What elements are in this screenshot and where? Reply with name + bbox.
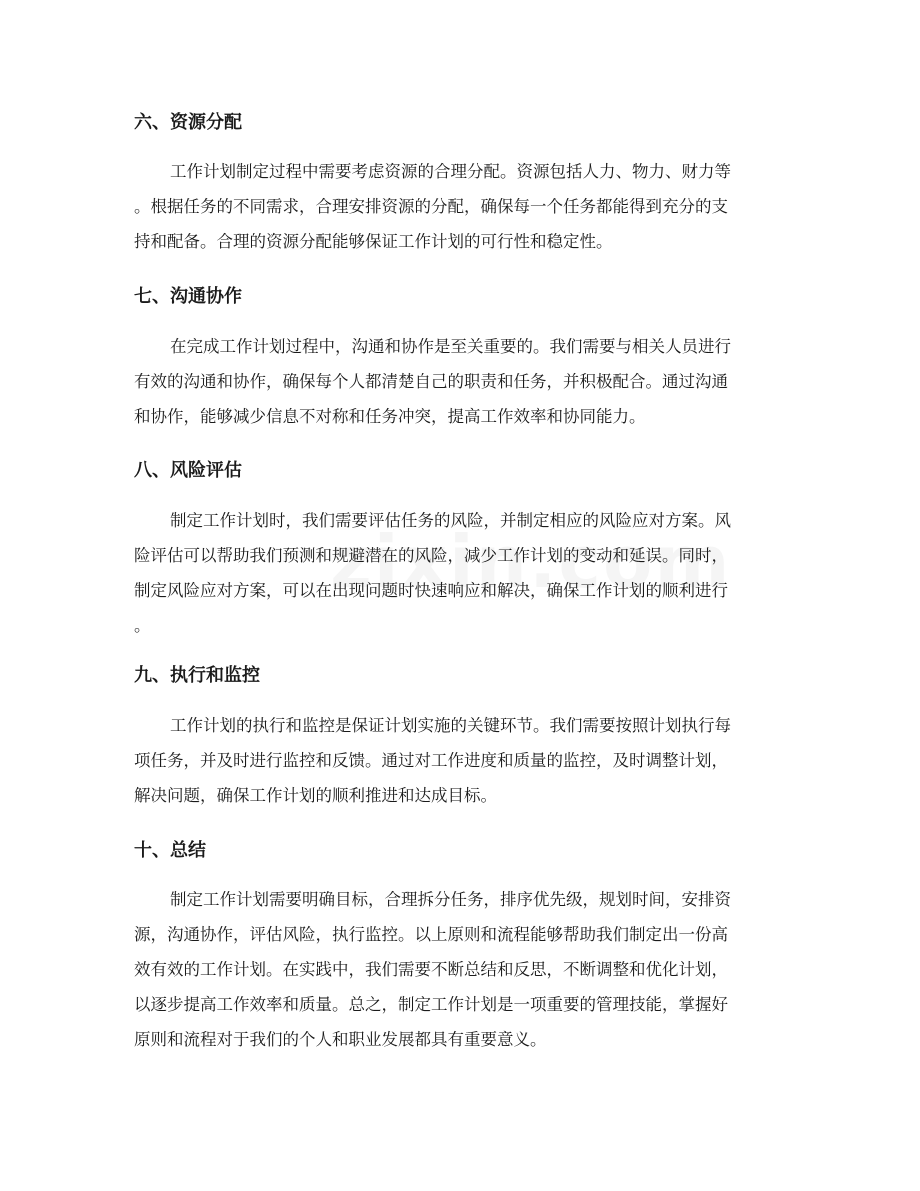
paragraph-line: 工作计划制定过程中需要考虑资源的合理分配。资源包括人力、物力、财力等 — [170, 162, 731, 181]
paragraph-line: 项任务，并及时进行监控和反馈。通过对工作进度和质量的监控，及时调整计划， — [134, 751, 728, 770]
section-heading-execution-monitoring: 九、执行和监控 — [134, 665, 260, 686]
paragraph-line: 制定工作计划需要明确目标，合理拆分任务，排序优先级，规划时间，安排资 — [170, 890, 731, 909]
paragraph-line: 解决问题，确保工作计划的顺利推进和达成目标。 — [134, 786, 497, 805]
paragraph-line: 源，沟通协作，评估风险，执行监控。以上原则和流程能够帮助我们制定出一份高 — [134, 925, 728, 944]
paragraph-line: 险评估可以帮助我们预测和规避潜在的风险，减少工作计划的变动和延误。同时， — [134, 546, 728, 565]
section-heading-summary: 十、总结 — [134, 840, 206, 861]
section-heading-resource-allocation: 六、资源分配 — [134, 112, 242, 133]
paragraph-line: 效有效的工作计划。在实践中，我们需要不断总结和反思，不断调整和优化计划， — [134, 960, 728, 979]
paragraph-line: 。根据任务的不同需求，合理安排资源的分配，确保每一个任务都能得到充分的支 — [134, 197, 728, 216]
paragraph-line: 持和配备。合理的资源分配能够保证工作计划的可行性和稳定性。 — [134, 232, 613, 251]
paragraph-line: 在完成工作计划过程中，沟通和协作是至关重要的。我们需要与相关人员进行 — [170, 337, 731, 356]
paragraph-line: 工作计划的执行和监控是保证计划实施的关键环节。我们需要按照计划执行每 — [170, 716, 731, 735]
paragraph-line: 。 — [134, 616, 151, 635]
section-heading-risk-assessment: 八、风险评估 — [134, 460, 242, 481]
section-heading-communication: 七、沟通协作 — [134, 286, 242, 307]
paragraph-line: 以逐步提高工作效率和质量。总之，制定工作计划是一项重要的管理技能，掌握好 — [134, 995, 728, 1014]
paragraph-line: 和协作，能够减少信息不对称和任务冲突，提高工作效率和协同能力。 — [134, 407, 646, 426]
paragraph-line: 制定工作计划时，我们需要评估任务的风险，并制定相应的风险应对方案。风 — [170, 511, 731, 530]
paragraph-line: 有效的沟通和协作，确保每个人都清楚自己的职责和任务，并积极配合。通过沟通 — [134, 372, 728, 391]
paragraph-line: 制定风险应对方案，可以在出现问题时快速响应和解决，确保工作计划的顺利进行 — [134, 581, 728, 600]
paragraph-line: 原则和流程对于我们的个人和职业发展都具有重要意义。 — [134, 1030, 547, 1049]
